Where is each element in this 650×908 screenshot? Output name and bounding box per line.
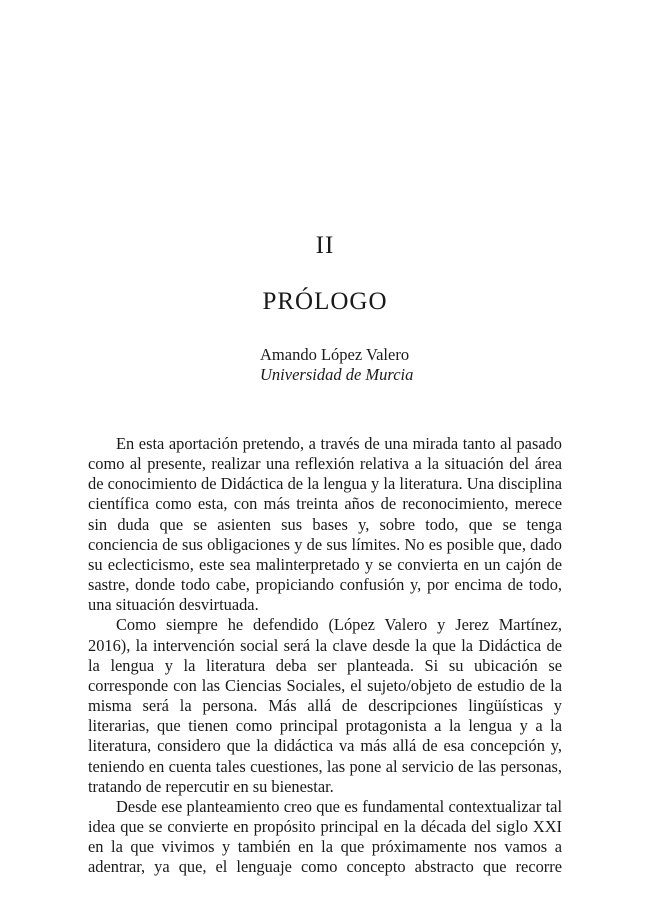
author-name: Amando López Valero bbox=[260, 345, 410, 364]
paragraph: En esta aportación pretendo, a través de una mirada tanto al pasado como al presente, realizar una reflexión relativa a la situación del área de conocimiento de Didáctica de la lengua y la literatura. Una disciplina científica como esta, con más treinta años de reconocimiento, merece sin duda que se asienten sus bases y, sobre todo, que se tenga conciencia de sus obligaciones y de sus límites. No es posible que, dado su eclecticismo, este sea malinterpretado y se convierta en un cajón de sastre, donde todo cabe, propiciando confusión y, por encima de todo, una situación desvirtuada. bbox=[88, 434, 562, 615]
author-affiliation: Universidad de Murcia bbox=[260, 365, 414, 384]
body-text bbox=[88, 434, 562, 877]
author-block bbox=[260, 345, 413, 385]
chapter-title: PRÓLOGO bbox=[262, 288, 388, 315]
chapter-number: II bbox=[315, 232, 335, 259]
paragraph: Desde ese planteamiento creo que es fundamental contextualizar tal idea que se convierte en propósito principal en la década del siglo XXI en la que vivimos y también en la que próximamente nos vamos a adentrar, ya que, el lenguaje como concepto abstracto que recorre bbox=[88, 796, 562, 877]
paragraph: Como siempre he defendido (López Valero y Jerez Martínez, 2016), la intervención social será la clave desde la que la Didáctica de la lengua y la literatura deba ser planteada. Si su ubicación se corresponde con las Ciencias Sociales, el sujeto/objeto de estudio de la misma será la persona. Más allá de descripciones lingüísticas y literarias, que tienen como principal protagonista a la lengua y a la literatura, considero que la didáctica va más allá de esa concepción y, teniendo en cuenta tales cuestiones, las pone al servicio de las personas, tratando de repercutir en su bienestar. bbox=[88, 615, 562, 796]
